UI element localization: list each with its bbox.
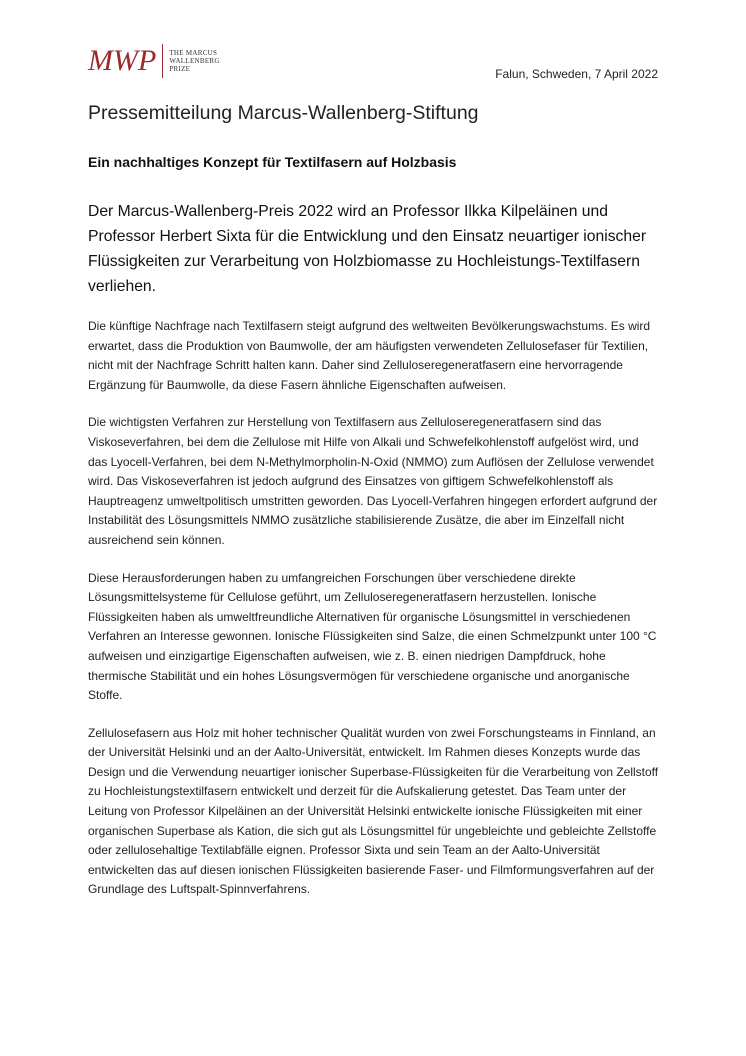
logo-text	[169, 49, 219, 73]
subtitle: Ein nachhaltiges Konzept für Textilfasern auf Holzbasis	[88, 154, 457, 170]
mwp-logo	[88, 44, 220, 78]
dateline: Falun, Schweden, 7 April 2022	[495, 67, 658, 81]
logo-line-2: WALLENBERG	[169, 57, 220, 65]
body-paragraph-3: Diese Herausforderungen haben zu umfangreichen Forschungen über verschiedene direkte Lösungsmittelsysteme für Cellulose geführt, um Zelluloseregeneratfasern herzustellen. Ionische Flüssigkeiten haben als umweltfreundliche Alternativen für organische Lösungsmittel in verschiedenen Verfahren an Interesse gewonnen. Ionische Flüssigkeiten sind Salze, die einen Schmelzpunkt unter 100 °C aufweisen und einzigartige Eigenschaften aufweisen, wie z. B. einen niedrigen Dampfdruck, hohe thermische Stabilität und ein hohes Lösungsvermögen für verschiedene organische und anorganische Stoffe.	[88, 570, 657, 703]
body-paragraph-1: Die künftige Nachfrage nach Textilfasern steigt aufgrund des weltweiten Bevölkerungswachstums. Es wird erwartet, dass die Produktion von Baumwolle, der am häufigsten verwendeten Zellulosefaser für Textilien, nicht mit der Nachfrage Schritt halten kann. Daher sind Zelluloseregeneratfasern eine hervorragende Ergänzung für Baumwolle, da diese Fasern ähnliche Eigenschaften aufweisen.	[88, 319, 651, 392]
body-paragraph-4: Zellulosefasern aus Holz mit hoher technischer Qualität wurden von zwei Forschungsteams in Finnland, an der Universität Helsinki und an der Aalto-Universität, entwickelt. Im Rahmen dieses Konzepts wurde das Design und die Verwendung neuartiger ionischer Superbase-Flüssigkeiten für die Verarbeitung von Zellstoff zu Hochleistungstextilfasern entwickelt und derzeit für die Aufskalierung getestet. Das Team unter der Leitung von Professor Kilpeläinen an der Universität Helsinki entwickelte ionische Flüssigkeiten mit einer organischen Superbase als Kation, die sich gut als Lösungsmittel für ungebleichte und gebleichte Zellstoffe oder zellulosehaltige Textilabfälle eignen. Professor Sixta und sein Team an der Aalto-Universität entwickelten das auf diesen ionischen Flüssigkeiten basierende Faser- und Filmformungsverfahren auf der Grundlage des Luftspalt-Spinnverfahrens.	[88, 725, 659, 897]
page-title: Pressemitteilung Marcus-Wallenberg-Stiftung	[88, 102, 479, 124]
body-text	[88, 317, 660, 918]
lead-paragraph: Der Marcus-Wallenberg-Preis 2022 wird an Professor Ilkka Kilpeläinen und Professor Herbert Sixta für die Entwicklung und den Einsatz neuartiger ionischer Flüssigkeiten zur Verarbeitung von Holzbiomasse zu Hochleistungs-Textilfasern verliehen.	[88, 203, 647, 295]
logo-mark: MWP	[88, 44, 157, 77]
logo-line-1: THE MARCUS	[169, 49, 218, 57]
body-paragraph-2: Die wichtigsten Verfahren zur Herstellung von Textilfasern aus Zelluloseregeneratfasern sind das Viskoseverfahren, bei dem die Zellulose mit Hilfe von Alkali und Schwefelkohlenstoff aufgelöst wird, und das Lyocell-Verfahren, bei dem N-Methylmorpholin-N-Oxid (NMMO) zum Auflösen der Zellulose verwendet wird. Das Viskoseverfahren ist jedoch aufgrund des Einsatzes von giftigem Schwefelkohlenstoff als Hauptreagenz umweltpolitisch umstritten geworden. Das Lyocell-Verfahren hingegen erfordert aufgrund der Instabilität des Lösungsmittels NMMO zusätzliche stabilisierende Zusätze, die aber im Einzelfall nicht ausreichend sein können.	[88, 415, 658, 547]
logo-divider	[162, 44, 163, 78]
logo-line-3: PRIZE	[169, 65, 191, 73]
